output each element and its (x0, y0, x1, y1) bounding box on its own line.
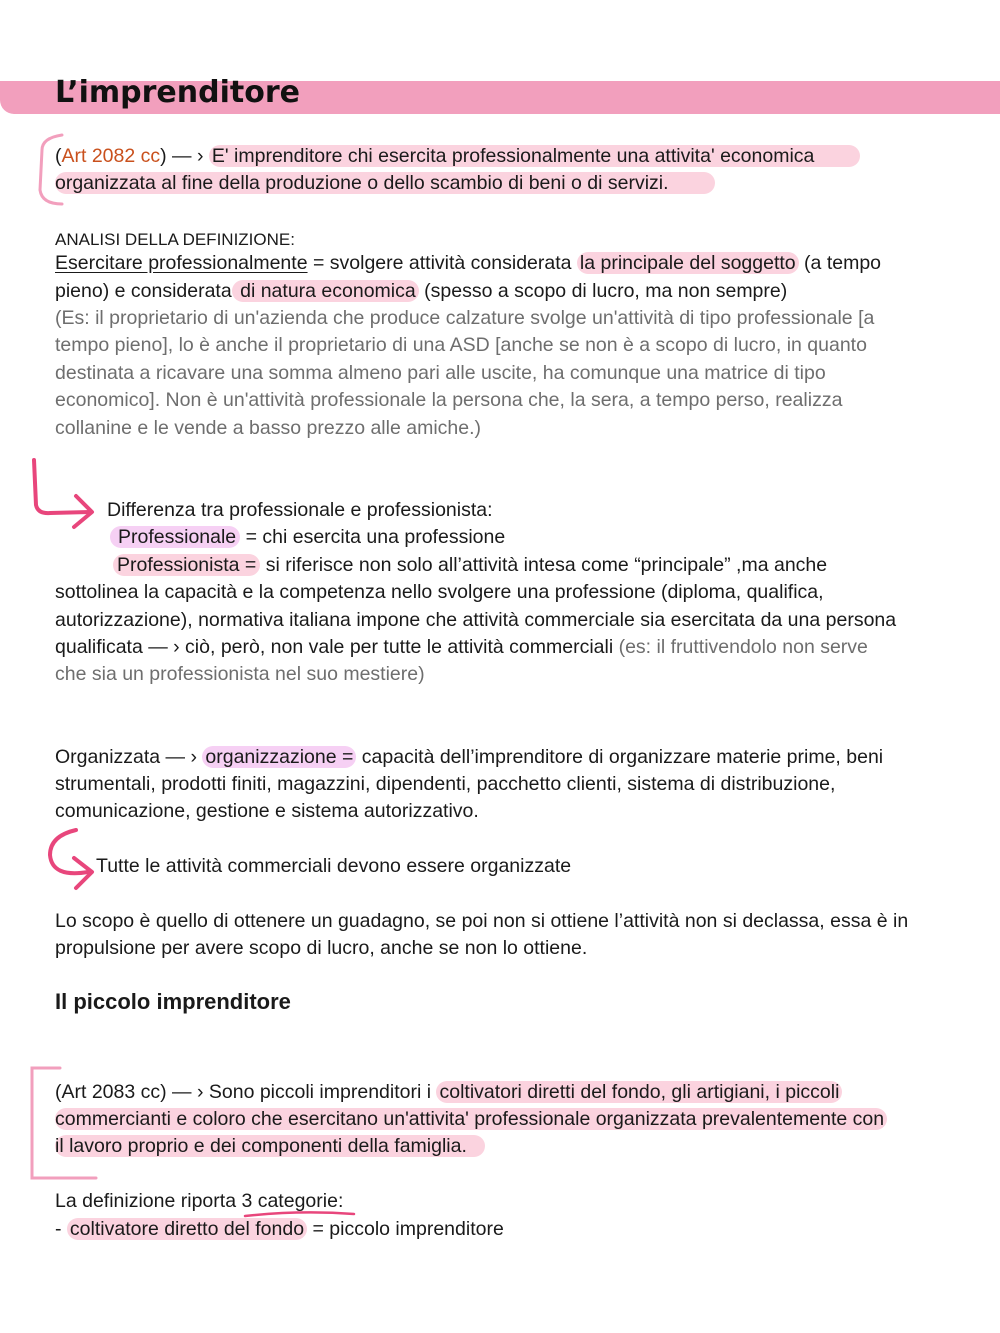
art2083-line1: (Art 2083 cc) — › Sono piccoli imprenditori i coltivatori diretti del fondo, gli artigiani, i piccoli (55, 1079, 842, 1106)
highlight-coltivatore: coltivatore diretto del fondo (67, 1218, 307, 1240)
page-title: L’imprenditore (55, 75, 300, 110)
art2083-line2: commercianti e coloro che esercitano un'attivita' professionale organizzata prevalentemente con (55, 1106, 887, 1133)
highlight-organizzazione: organizzazione = (202, 746, 356, 768)
curved-arrow-icon (50, 830, 88, 873)
art2082-line2: organizzata al fine della produzione o dello scambio di beni o di servizi. (55, 170, 715, 197)
article-reference: Art 2082 cc (61, 145, 161, 167)
analisi-line1: Esercitare professionalmente = svolgere attività considerata la principale del soggetto (a tempo (55, 252, 882, 274)
scopo-line: propulsione per avere scopo di lucro, anche se non lo ottiene. (55, 937, 588, 959)
differenza-line: autorizzazione), normativa italiana impone che attività commerciale sia esercitata da una persona (55, 609, 897, 631)
example-line: economico]. Non è un'attività professionale la persona che, la sera, a tempo perso, realizza (55, 389, 843, 411)
highlight-definition: E' imprenditore chi esercita professionalmente una attivita' economica (209, 145, 861, 167)
professionista-line: Professionista = si riferisce non solo all’attività intesa come “principale” ,ma anche (113, 552, 827, 579)
highlight-professionale: Professionale (110, 526, 240, 548)
art2082-line1: (Art 2082 cc) — › E' imprenditore chi esercita professionalmente una attivita' economica (55, 143, 860, 170)
organizzata-note: Tutte le attività commerciali devono essere organizzate (96, 855, 572, 877)
professionale-line: Professionale = chi esercita una professione (110, 524, 505, 551)
differenza-line-last: qualificata — › ciò, però, non vale per tutte le attività commerciali (es: il fruttivendolo non serve (55, 636, 868, 658)
analisi-line2: pieno) e considerata di natura economica (spesso a scopo di lucro, ma non sempre) (55, 280, 788, 302)
organizzata-line: strumentali, prodotti finiti, magazzini, dipendenti, pacchetto clienti, sistema di distribuzione, (55, 773, 836, 795)
highlight-principale: la principale del soggetto (577, 252, 799, 274)
art2083-line3: il lavoro proprio e dei componenti della famiglia. (55, 1133, 485, 1160)
categoria-item: - coltivatore diretto del fondo = piccolo imprenditore (55, 1218, 504, 1240)
differenza-line: sottolinea la capacità e la competenza nello svolgere una professione (diploma, qualifica, (55, 581, 824, 603)
example-line: destinata a ricavare una somma almeno pari alle uscite, ha comunque una matrice di tipo (55, 362, 826, 384)
categorie-line: La definizione riporta 3 categorie: (55, 1190, 344, 1212)
organizzata-line1: Organizzata — › organizzazione = capacità dell’imprenditore di organizzare materie prime, beni (55, 746, 884, 768)
analisi-heading: ANALISI DELLA DEFINIZIONE: (55, 230, 295, 249)
highlight-categorie: coltivatori diretti del fondo, gli artigiani, i piccoli (436, 1081, 842, 1103)
example-line: tempo pieno], lo è anche il proprietario di una ASD [anche se non è a scopo di lucro, in quanto (55, 334, 867, 356)
example-line: (Es: il proprietario di un'azienda che produce calzature svolge un'attività di tipo professionale [a (55, 307, 875, 329)
section-heading: Il piccolo imprenditore (55, 989, 291, 1014)
categorie-underlined: a 3 categorie (225, 1190, 338, 1212)
example-line: collanine e le vende a basso prezzo alle amiche.) (55, 417, 482, 439)
highlight-professionista: Professionista = (113, 554, 260, 576)
differenza-heading: Differenza tra professionale e professionista: (107, 499, 493, 521)
organizzata-line: comunicazione, gestione e sistema autorizzativo. (55, 800, 479, 822)
differenza-line-grey: che sia un professionista nel suo mestiere) (55, 663, 425, 685)
highlight-economica: di natura economica (232, 280, 419, 302)
term-underlined: Esercitare professionalmente (55, 252, 308, 274)
curved-arrow-icon (34, 460, 90, 513)
scopo-line: Lo scopo è quello di ottenere un guadagno, se poi non si ottiene l’attività non si declassa, essa è in (55, 910, 909, 932)
